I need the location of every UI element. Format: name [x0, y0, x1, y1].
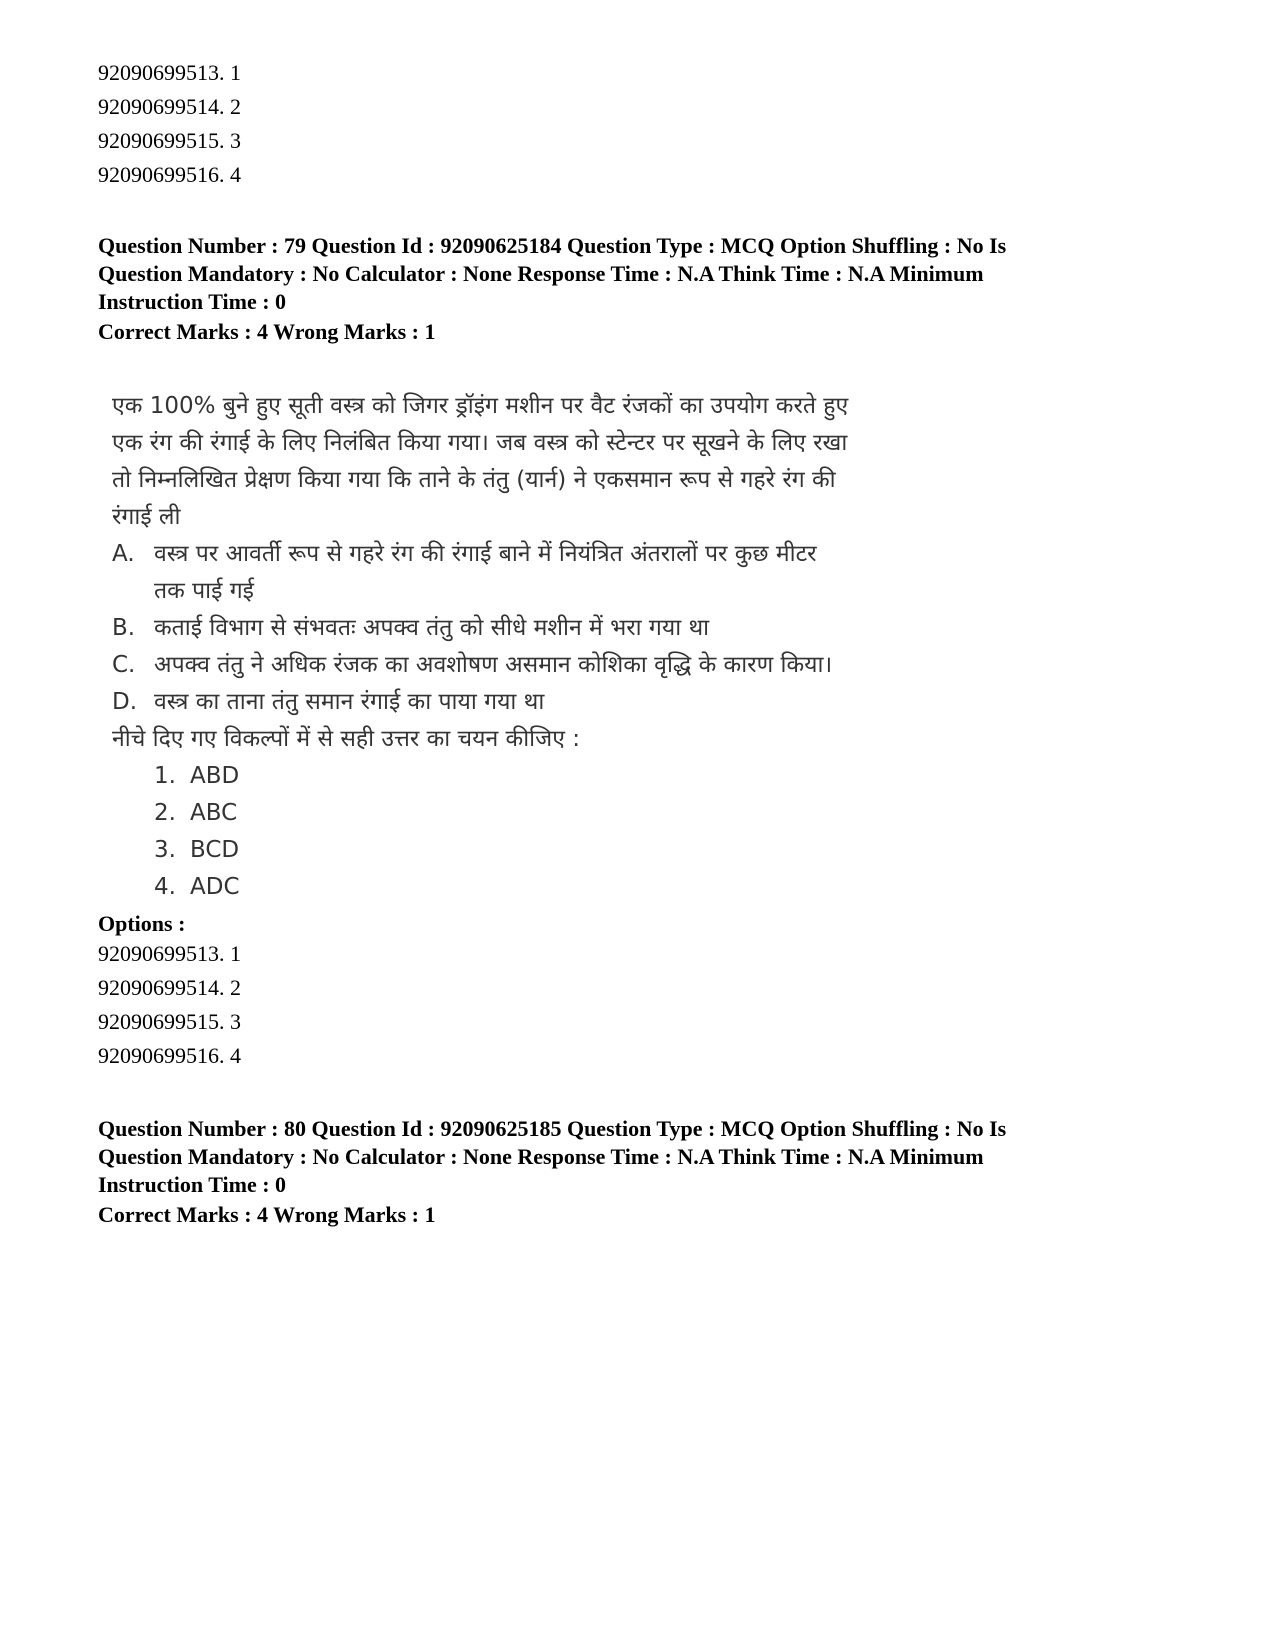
question-instruction: नीचे दिए गए विकल्पों में से सही उत्तर का चयन कीजिए : [112, 726, 580, 752]
question-79-marks: Correct Marks : 4 Wrong Marks : 1 [98, 319, 436, 344]
option-item [98, 158, 241, 192]
option-value: 1 [230, 60, 241, 85]
statement-c [112, 647, 972, 684]
option-item [98, 56, 241, 90]
question-text-line: रंगाई ली [112, 504, 181, 530]
statement-text: वस्त्र पर आवर्ती रूप से गहरे रंग की रंगाई बाने में नियंत्रित अंतरालों पर कुछ मीटर [154, 541, 817, 567]
option-value: 1 [230, 941, 241, 966]
choice-item [112, 795, 972, 832]
choice-text: ABC [190, 800, 238, 826]
option-value: 3 [230, 128, 241, 153]
option-item [98, 1039, 241, 1073]
question-79-body [112, 388, 972, 906]
statement-text: तक पाई गई [154, 578, 254, 604]
choice-number: 3. [154, 837, 176, 863]
option-value: 4 [230, 1043, 241, 1068]
statement-d [112, 684, 972, 721]
question-text-line: तो निम्नलिखित प्रेक्षण किया गया कि ताने के तंतु (यार्न) ने एकसमान रूप से गहरे रंग की [112, 467, 836, 493]
option-id: 92090699513. [98, 60, 225, 85]
choice-item [112, 758, 972, 795]
option-item [98, 937, 241, 971]
previous-options-list [98, 56, 241, 192]
statement-letter: C. [112, 652, 136, 678]
statement-letter: A. [112, 541, 135, 567]
choice-item [112, 832, 972, 869]
statement-text: अपक्व तंतु ने अधिक रंजक का अवशोषण असमान कोशिका वृद्धि के कारण किया। [154, 652, 833, 678]
choice-text: BCD [190, 837, 240, 863]
option-id: 92090699514. [98, 975, 225, 1000]
option-value: 3 [230, 1009, 241, 1034]
statement-letter: B. [112, 615, 136, 641]
option-id: 92090699516. [98, 1043, 225, 1068]
meta-line: Instruction Time : 0 [98, 289, 287, 314]
statement-a [112, 536, 972, 573]
options-label: Options : [98, 911, 186, 936]
option-value: 2 [230, 94, 241, 119]
meta-line: Instruction Time : 0 [98, 1172, 287, 1197]
choice-text: ADC [190, 874, 240, 900]
option-id: 92090699515. [98, 128, 225, 153]
question-80-meta [98, 1115, 1198, 1199]
meta-line: Question Number : 80 Question Id : 92090625185 Question Type : MCQ Option Shuffling : No Is [98, 1116, 1007, 1141]
statement-text: कताई विभाग से संभवतः अपक्व तंतु को सीधे मशीन में भरा गया था [154, 615, 710, 641]
meta-line: Question Mandatory : No Calculator : None Response Time : N.A Think Time : N.A Minimum [98, 1144, 984, 1169]
option-id: 92090699516. [98, 162, 225, 187]
option-id: 92090699515. [98, 1009, 225, 1034]
question-79-options-list [98, 937, 241, 1073]
question-text-line: एक रंग की रंगाई के लिए निलंबित किया गया। जब वस्त्र को स्टेन्टर पर सूखने के लिए रखा [112, 430, 848, 456]
option-item [98, 124, 241, 158]
option-id: 92090699514. [98, 94, 225, 119]
option-value: 2 [230, 975, 241, 1000]
statement-text: वस्त्र का ताना तंतु समान रंगाई का पाया गया था [154, 689, 545, 715]
question-79-meta [98, 232, 1198, 316]
question-text-line: एक 100% बुने हुए सूती वस्त्र को जिगर ड्रॉइंग मशीन पर वैट रंजकों का उपयोग करते हुए [112, 393, 849, 419]
statement-b [112, 610, 972, 647]
choice-text: ABD [190, 763, 240, 789]
choice-number: 4. [154, 874, 176, 900]
option-value: 4 [230, 162, 241, 187]
choice-number: 1. [154, 763, 176, 789]
option-item [98, 90, 241, 124]
question-80-marks: Correct Marks : 4 Wrong Marks : 1 [98, 1202, 436, 1227]
meta-line: Question Mandatory : No Calculator : None Response Time : N.A Think Time : N.A Minimum [98, 261, 984, 286]
option-item [98, 1005, 241, 1039]
choice-item [112, 869, 972, 906]
option-id: 92090699513. [98, 941, 225, 966]
option-item [98, 971, 241, 1005]
meta-line: Question Number : 79 Question Id : 92090625184 Question Type : MCQ Option Shuffling : No Is [98, 233, 1007, 258]
choice-number: 2. [154, 800, 176, 826]
statement-letter: D. [112, 689, 138, 715]
